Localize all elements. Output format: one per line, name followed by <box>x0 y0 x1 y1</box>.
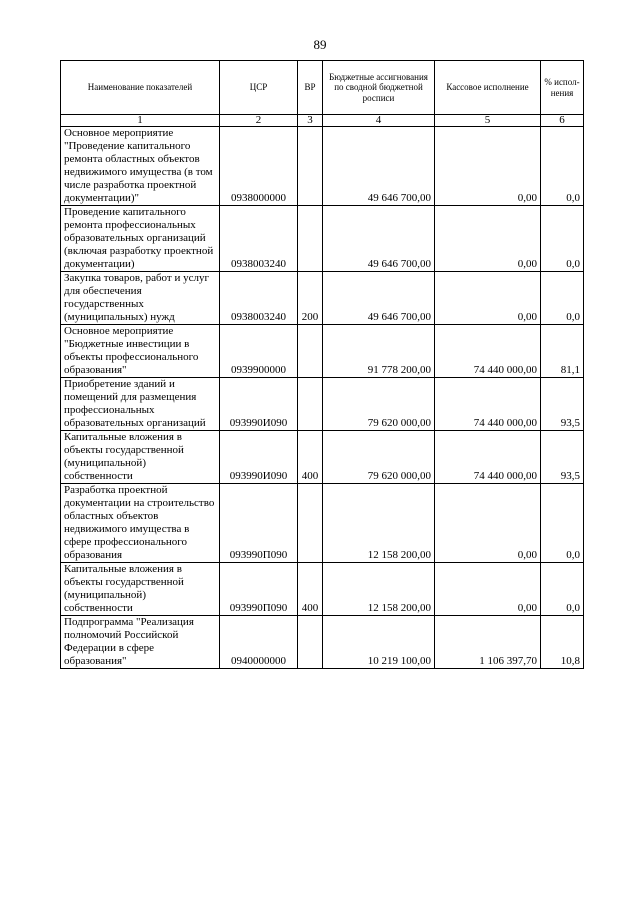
row-csr-cell: 093990П090 <box>220 484 298 563</box>
table-row <box>61 206 584 272</box>
row-name-cell: Проведение капитального ремонта профессиональных образовательных организаций (включая разработку проектной документации) <box>61 206 220 272</box>
row-execution-cell: 0,00 <box>435 127 541 206</box>
row-csr-cell: 093990П090 <box>220 563 298 616</box>
column-number-row <box>61 115 584 127</box>
row-execution-cell: 0,00 <box>435 206 541 272</box>
row-name-cell: Основное мероприятие "Проведение капитального ремонта областных объектов недвижимого имущества (в том числе разработка проектной документации)" <box>61 127 220 206</box>
row-assignments-cell: 12 158 200,00 <box>323 484 435 563</box>
column-number: 3 <box>298 115 323 127</box>
row-vr-cell: 400 <box>298 563 323 616</box>
header-row <box>61 61 584 115</box>
row-percent-cell: 10,8 <box>541 616 584 669</box>
table-row <box>61 616 584 669</box>
row-assignments-cell: 49 646 700,00 <box>323 272 435 325</box>
row-percent-cell: 0,0 <box>541 127 584 206</box>
column-number: 1 <box>61 115 220 127</box>
row-execution-cell: 74 440 000,00 <box>435 378 541 431</box>
header-percent: % испол-нения <box>541 61 584 115</box>
row-name-cell: Разработка проектной документации на строительство областных объектов недвижимого имущества в сфере профессионального образования <box>61 484 220 563</box>
row-execution-cell: 0,00 <box>435 563 541 616</box>
row-vr-cell <box>298 325 323 378</box>
row-name-cell: Закупка товаров, работ и услуг для обеспечения государственных (муниципальных) нужд <box>61 272 220 325</box>
row-vr-cell <box>298 484 323 563</box>
table-row <box>61 272 584 325</box>
table-row <box>61 378 584 431</box>
table-row <box>61 127 584 206</box>
row-name-cell: Приобретение зданий и помещений для размещения профессиональных образовательных организаций <box>61 378 220 431</box>
column-number: 4 <box>323 115 435 127</box>
column-number: 6 <box>541 115 584 127</box>
row-assignments-cell: 10 219 100,00 <box>323 616 435 669</box>
row-name-cell: Подпрограмма "Реализация полномочий Российской Федерации в сфере образования" <box>61 616 220 669</box>
row-percent-cell: 93,5 <box>541 431 584 484</box>
row-assignments-cell: 79 620 000,00 <box>323 378 435 431</box>
row-percent-cell: 0,0 <box>541 563 584 616</box>
header-name: Наименование показателей <box>61 61 220 115</box>
row-vr-cell <box>298 206 323 272</box>
row-assignments-cell: 12 158 200,00 <box>323 563 435 616</box>
row-name-cell: Основное мероприятие "Бюджетные инвестиции в объекты профессионального образования" <box>61 325 220 378</box>
row-csr-cell: 0940000000 <box>220 616 298 669</box>
row-vr-cell: 200 <box>298 272 323 325</box>
row-percent-cell: 0,0 <box>541 206 584 272</box>
header-vr: ВР <box>298 61 323 115</box>
row-execution-cell: 74 440 000,00 <box>435 325 541 378</box>
row-csr-cell: 0938003240 <box>220 272 298 325</box>
column-number: 2 <box>220 115 298 127</box>
table-row <box>61 484 584 563</box>
row-assignments-cell: 49 646 700,00 <box>323 127 435 206</box>
row-percent-cell: 81,1 <box>541 325 584 378</box>
row-assignments-cell: 79 620 000,00 <box>323 431 435 484</box>
row-vr-cell <box>298 378 323 431</box>
table-row <box>61 325 584 378</box>
row-percent-cell: 0,0 <box>541 484 584 563</box>
row-csr-cell: 093990И090 <box>220 431 298 484</box>
row-csr-cell: 093990И090 <box>220 378 298 431</box>
row-execution-cell: 0,00 <box>435 272 541 325</box>
budget-execution-table <box>60 60 584 669</box>
header-execution: Кассовое исполнение <box>435 61 541 115</box>
row-percent-cell: 93,5 <box>541 378 584 431</box>
page-number: 89 <box>313 37 327 52</box>
table-row <box>61 563 584 616</box>
header-assignments: Бюджетные ассигнования по сводной бюджетной росписи <box>323 61 435 115</box>
header-csr: ЦСР <box>220 61 298 115</box>
row-name-cell: Капитальные вложения в объекты государственной (муниципальной) собственности <box>61 431 220 484</box>
row-execution-cell: 1 106 397,70 <box>435 616 541 669</box>
row-percent-cell: 0,0 <box>541 272 584 325</box>
row-vr-cell: 400 <box>298 431 323 484</box>
row-execution-cell: 74 440 000,00 <box>435 431 541 484</box>
row-execution-cell: 0,00 <box>435 484 541 563</box>
row-name-cell: Капитальные вложения в объекты государственной (муниципальной) собственности <box>61 563 220 616</box>
row-vr-cell <box>298 127 323 206</box>
row-vr-cell <box>298 616 323 669</box>
row-csr-cell: 0938003240 <box>220 206 298 272</box>
row-assignments-cell: 49 646 700,00 <box>323 206 435 272</box>
column-number: 5 <box>435 115 541 127</box>
row-csr-cell: 0938000000 <box>220 127 298 206</box>
row-assignments-cell: 91 778 200,00 <box>323 325 435 378</box>
table-row <box>61 431 584 484</box>
row-csr-cell: 0939900000 <box>220 325 298 378</box>
